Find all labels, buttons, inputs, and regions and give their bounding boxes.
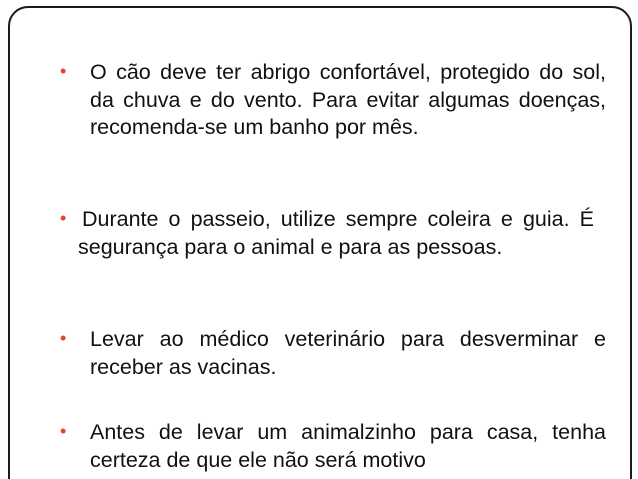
bullet-dot-icon: • — [60, 421, 67, 441]
bullet-dot-icon: • — [60, 208, 67, 228]
bullet-item-shelter — [60, 58, 606, 142]
bullet-text: O cão deve ter abrigo confortável, protegido do sol, da chuva e do vento. Para evitar algumas doenças, recomenda-se um banho por mês. — [90, 60, 606, 139]
bullet-dot-icon: • — [60, 61, 67, 81]
bullet-item-adoption — [60, 418, 606, 474]
bullet-item-vet — [60, 325, 606, 381]
bullet-text: Levar ao médico veterinário para desverminar e receber as vacinas. — [90, 327, 606, 379]
bullet-text: Durante o passeio, utilize sempre coleira e guia. É segurança para o animal e para as pessoas. — [78, 207, 594, 259]
bullet-item-walk — [60, 205, 594, 261]
bullet-text: Antes de levar um animalzinho para casa, tenha certeza de que ele não será motivo — [90, 420, 606, 472]
bullet-dot-icon: • — [60, 328, 67, 348]
